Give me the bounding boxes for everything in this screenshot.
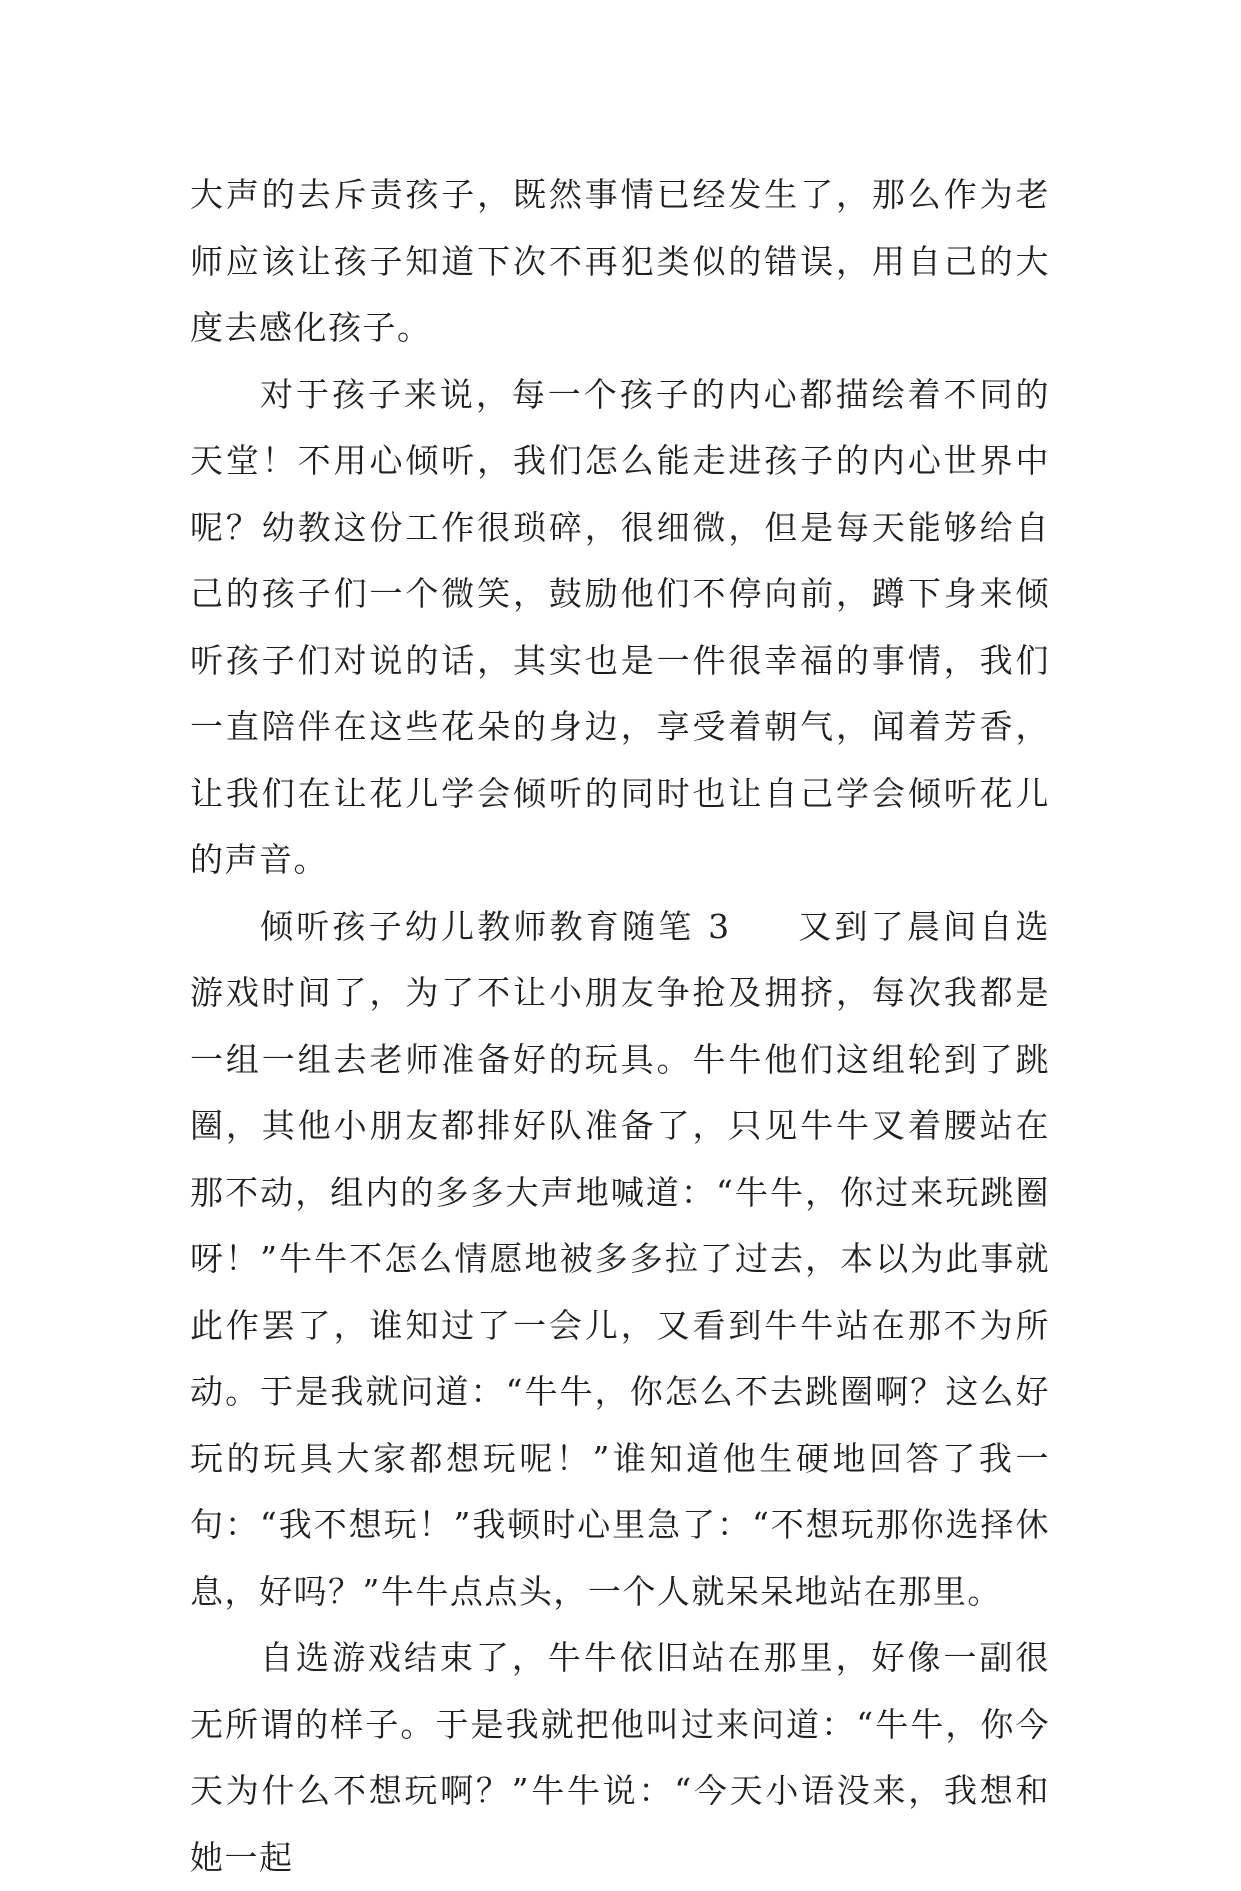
section-heading: 倾听孩子幼儿教师教育随笔 3 [260, 906, 731, 946]
document-body [190, 162, 1050, 1891]
paragraph-2: 对于孩子来说，每一个孩子的内心都描绘着不同的天堂！不用心倾听，我们怎么能走进孩子的内心世界中呢？幼教这份工作很琐碎，很细微，但是每天能够给自己的孩子们一个微笑，鼓励他们不停向前，蹲下身来倾听孩子们对说的话，其实也是一件很幸福的事情，我们一直陪伴在这些花朵的身边，享受着朝气，闻着芳香，让我们在让花儿学会倾听的同时也让自己学会倾听花儿的声音。 [190, 374, 1050, 879]
paragraph-3-text: 又到了晨间自选游戏时间了，为了不让小朋友争抢及拥挤，每次我都是一组一组去老师准备好的玩具。牛牛他们这组轮到了跳圈，其他小朋友都排好队准备了，只见牛牛叉着腰站在那不动，组内的多多大声地喊道：“牛牛，你过来玩跳圈呀！”牛牛不怎么情愿地被多多拉了过去，本以为此事就此作罢了，谁知过了一会儿，又看到牛牛站在那不为所动。于是我就问道：“牛牛，你怎么不去跳圈啊？这么好玩的玩具大家都想玩呢！”谁知道他生硬地回答了我一句：“我不想玩！”我顿时心里急了：“不想玩那你选择休息，好吗？”牛牛点点头，一个人就呆呆地站在那里。 [190, 906, 1050, 1611]
paragraph-1: 大声的去斥责孩子，既然事情已经发生了，那么作为老师应该让孩子知道下次不再犯类似的错误，用自己的大度去感化孩子。 [190, 175, 1050, 347]
paragraph-3 [190, 894, 1050, 1626]
paragraph-4: 自选游戏结束了，牛牛依旧站在那里，好像一副很无所谓的样子。于是我就把他叫过来问道：“牛牛，你今天为什么不想玩啊？”牛牛说：“今天小语没来，我想和她一起 [190, 1638, 1050, 1877]
